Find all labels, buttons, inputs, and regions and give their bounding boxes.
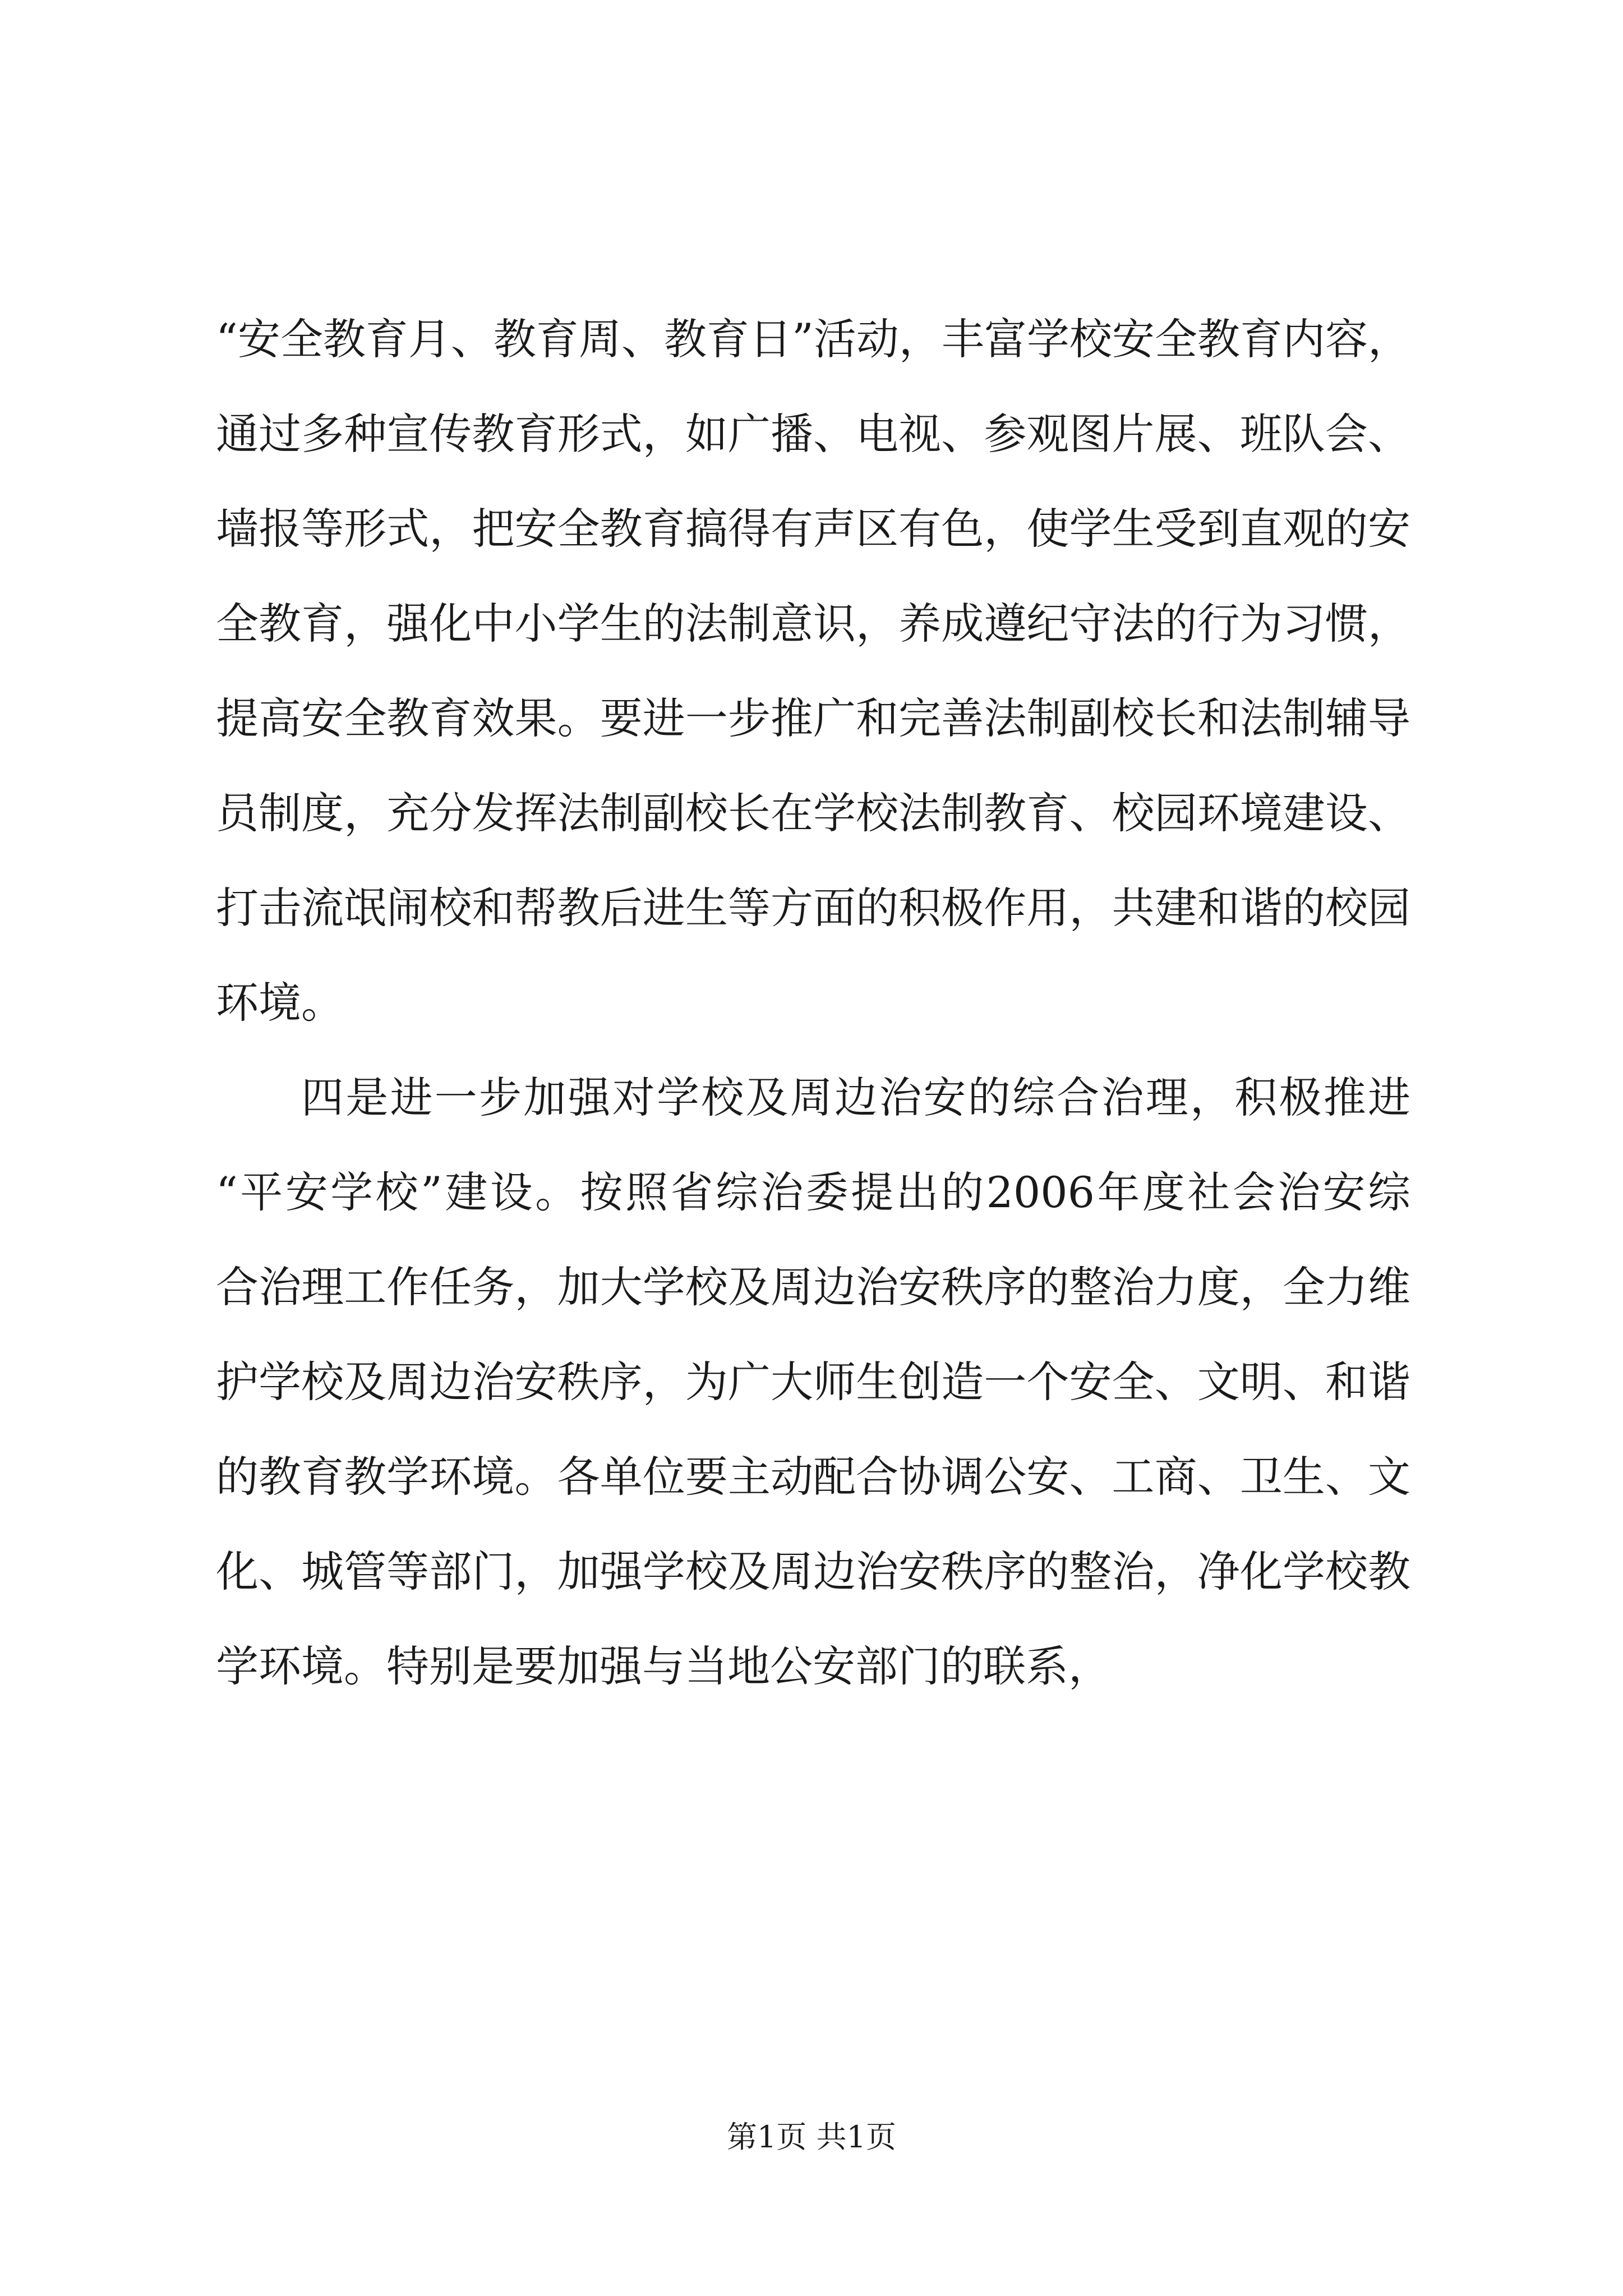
text-line: 墙报等形式，把安全教育搞得有声区有色，使学生受到直观的安	[216, 504, 1410, 554]
text-line: 全教育，强化中小学生的法制意识，养成遵纪守法的行为习惯，	[216, 599, 1410, 648]
text-line: 的教育教学环境。各单位要主动配合协调公安、工商、卫生、文	[216, 1452, 1410, 1502]
text-line: 护学校及周边治安秩序，为广大师生创造一个安全、文明、和谐	[216, 1357, 1410, 1407]
text-line: 员制度，充分发挥法制副校长在学校法制教育、校园环境建设、	[216, 788, 1410, 838]
text-line: “平安学校”建设。按照省综治委提出的2006年度社会治安综	[216, 1167, 1410, 1217]
text-line: 通过多种宣传教育形式，如广播、电视、参观图片展、班队会、	[216, 409, 1410, 459]
text-line: 化、城管等部门，加强学校及周边治安秩序的整治，净化学校教	[216, 1547, 1410, 1596]
text-line-indented: 四是进一步加强对学校及周边治安的综合治理，积极推进	[301, 1073, 1410, 1122]
text-line: 打击流氓闹校和帮教后进生等方面的积极作用，共建和谐的校园	[216, 883, 1410, 933]
text-line: 合治理工作任务，加大学校及周边治安秩序的整治力度，全力维	[216, 1262, 1410, 1312]
paragraph-2	[216, 1050, 1410, 1714]
page-footer: 第1页 共1页	[727, 2119, 896, 2155]
paragraph-1	[216, 292, 1410, 1050]
text-line: 环境。	[216, 978, 344, 1028]
text-line: “安全教育月、教育周、教育日”活动，丰富学校安全教育内容，	[216, 314, 1410, 364]
document-body	[216, 292, 1410, 1714]
text-line: 提高安全教育效果。要进一步推广和完善法制副校长和法制辅导	[216, 693, 1410, 743]
text-line: 学环境。特别是要加强与当地公安部门的联系，	[216, 1641, 1111, 1691]
